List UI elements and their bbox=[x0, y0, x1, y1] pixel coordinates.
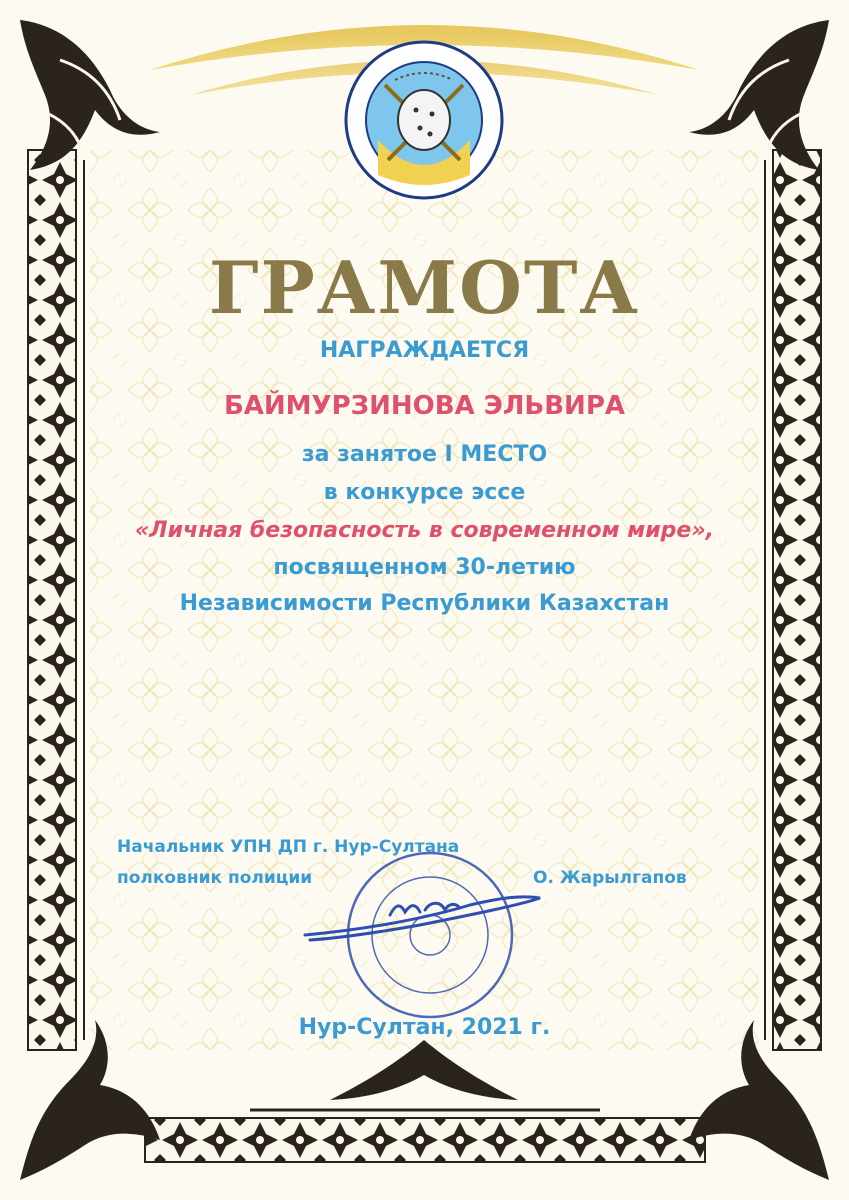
place-line: за занятое I МЕСТО bbox=[301, 442, 548, 467]
dedication-line: посвященном 30-летию bbox=[273, 555, 576, 580]
contest-line: в конкурсе эссе bbox=[323, 480, 526, 505]
emblem-logo bbox=[346, 42, 502, 198]
independence-line: Независимости Республики Казахстан bbox=[179, 591, 670, 616]
certificate-title: ГРАМОТА bbox=[208, 245, 641, 330]
signatory-rank: полковник полиции bbox=[117, 868, 313, 888]
awarded-line: НАГРАЖДАЕТСЯ bbox=[319, 338, 530, 363]
city-year: Нур-Султан, 2021 г. bbox=[298, 1015, 551, 1040]
signatory-position: Начальник УПН ДП г. Нур-Султана bbox=[117, 837, 460, 857]
recipient-name: БАЙМУРЗИНОВА ЭЛЬВИРА bbox=[223, 391, 625, 421]
signatory-name: О. Жарылгапов bbox=[533, 868, 687, 888]
essay-title: «Личная безопасность в современном мире», bbox=[135, 518, 714, 543]
